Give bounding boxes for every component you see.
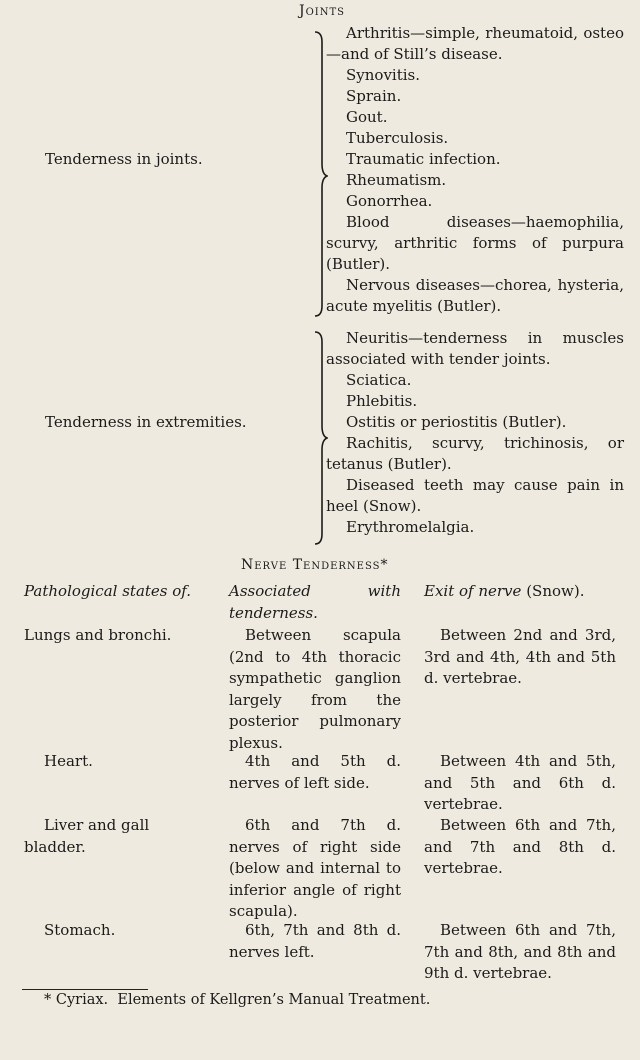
joints-item: Tuberculosis.: [346, 129, 449, 147]
extremities-item: Rachitis, scurvy, trichinosis, or tetanus (Butler).: [326, 434, 624, 473]
extremities-item: Phlebitis.: [346, 392, 418, 410]
col-header-exit-text: Exit of nerve: [424, 582, 522, 600]
table-row-organ: Heart.: [44, 752, 93, 770]
joints-item: Traumatic infection.: [346, 150, 501, 168]
joints-item: Blood diseases—haemophilia, scurvy, arthritic forms of purpura (Butler).: [326, 213, 624, 273]
extremities-label: Tenderness in extremities.: [45, 413, 247, 431]
table-row-associated: Between scapula (2nd to 4th thoracic sympathetic ganglion largely from the posterior pulmonary plexus.: [229, 626, 401, 752]
extremities-item: Ostitis or periostitis (Butler).: [346, 413, 567, 431]
joints-item: Gout.: [346, 108, 388, 126]
extremities-item: Erythromelalgia.: [346, 518, 475, 536]
table-row-exit: Between 6th and 7th, and 7th and 8th d. vertebrae.: [424, 816, 616, 877]
table-row-exit: Between 2nd and 3rd, 3rd and 4th, 4th and 5th d. vertebrae.: [424, 626, 616, 687]
table-row-organ: Stomach.: [44, 921, 116, 939]
table-row-associated: 4th and 5th d. nerves of left side.: [229, 752, 401, 792]
table-row-organ: Lungs and bronchi.: [24, 626, 172, 644]
col-header-exit: [424, 581, 584, 603]
col-header-pathological: Pathological states of.: [24, 582, 192, 600]
joints-item: Gonorrhea.: [346, 192, 433, 210]
col-header-exit-source: (Snow).: [526, 582, 585, 600]
table-row-organ: Liver and gall bladder.: [24, 816, 150, 856]
joints-item: Rheumatism.: [346, 171, 447, 189]
table-row-associated: 6th, 7th and 8th d. nerves left.: [229, 921, 401, 961]
joints-item: Synovitis.: [346, 66, 421, 84]
joints-item: Arthritis—simple, rheumatoid, osteo—and of Still’s disease.: [326, 24, 624, 63]
joints-item: Nervous diseases—chorea, hysteria, acute myelitis (Butler).: [326, 276, 624, 315]
nerve-heading: Nerve Tenderness*: [241, 557, 389, 573]
extremities-item: Sciatica.: [346, 371, 412, 389]
col-header-associated: Associated with tenderness.: [229, 582, 401, 622]
joints-heading: Joints: [299, 3, 346, 19]
joints-label: Tenderness in joints.: [45, 150, 203, 168]
table-row-associated: 6th and 7th d. nerves of right side (below and internal to inferior angle of right scapula).: [229, 816, 401, 920]
extremities-item: Neuritis—tenderness in muscles associated with tender joints.: [326, 329, 624, 368]
footnote-rule: [22, 989, 148, 990]
extremities-list: [326, 328, 624, 538]
table-row-exit: Between 4th and 5th, and 5th and 6th d. vertebrae.: [424, 752, 616, 813]
extremities-item: Diseased teeth may cause pain in heel (Snow).: [326, 476, 624, 515]
joints-list: [326, 23, 624, 317]
joints-item: Sprain.: [346, 87, 402, 105]
table-row-exit: Between 6th and 7th, 7th and 8th, and 8th and 9th d. vertebrae.: [424, 921, 616, 982]
footnote: * Cyriax. Elements of Kellgren’s Manual Treatment.: [44, 992, 431, 1008]
